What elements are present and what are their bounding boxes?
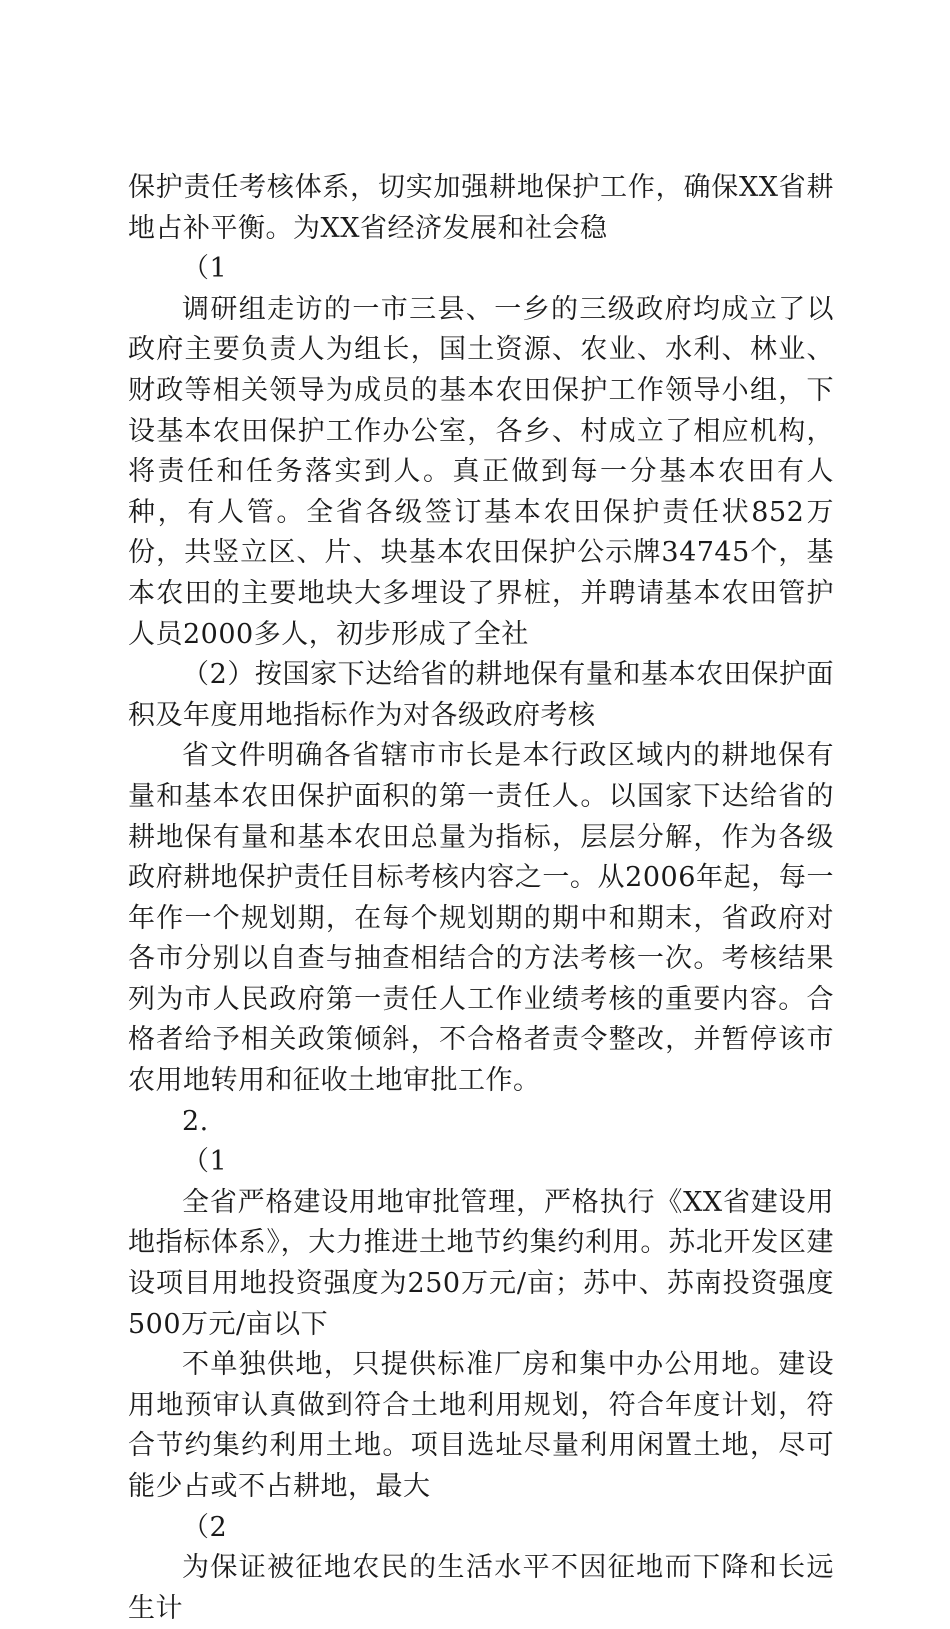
document-page	[128, 168, 834, 1629]
paragraph-2-heading: （1	[182, 253, 228, 285]
paragraph-8: 全省严格建设用地审批管理，严格执行《XX省建设用地指标体系》，大力推进土地节约集约利用。苏北开发区建设项目用地投资强度为250万元/亩；苏中、苏南投资强度500万元/亩以下	[128, 1186, 834, 1340]
paragraph-9: 不单独供地，只提供标准厂房和集中办公用地。建设用地预审认真做到符合土地利用规划，符合年度计划，符合节约集约利用土地。项目选址尽量利用闲置土地，尽可能少占或不占耕地，最大	[128, 1349, 834, 1502]
paragraph-10-heading: （2	[182, 1511, 228, 1543]
paragraph-3: 调研组走访的一市三县、一乡的三级政府均成立了以政府主要负责人为组长，国土资源、农业、水利、林业、财政等相关领导为成员的基本农田保护工作领导小组，下设基本农田保护工作办公室，各乡、村成立了相应机构，将责任和任务落实到人。真正做到每一分基本农田有人种，有人管。全省各级签订基本农田保护责任状852万份，共竖立区、片、块基本农田保护公示牌34745个，基本农田的主要地块大多埋设了界桩，并聘请基本农田管护人员2000多人，初步形成了全社	[128, 293, 834, 650]
paragraph-6-section-number: 2.	[182, 1105, 209, 1137]
paragraph-4-heading: （2）按国家下达给省的耕地保有量和基本农田保护面积及年度用地指标作为对各级政府考核	[128, 659, 834, 731]
paragraph-7-heading: （1	[182, 1146, 228, 1178]
paragraph-5: 省文件明确各省辖市市长是本行政区域内的耕地保有量和基本农田保护面积的第一责任人。以国家下达给省的耕地保有量和基本农田总量为指标，层层分解，作为各级政府耕地保护责任目标考核内容之一。从2006年起，每一年作一个规划期，在每个规划期的期中和期末，省政府对各市分别以自查与抽查相结合的方法考核一次。考核结果列为市人民政府第一责任人工作业绩考核的重要内容。合格者给予相关政策倾斜，不合格者责令整改，并暂停该市农用地转用和征收土地审批工作。	[128, 740, 834, 1097]
paragraph-11: 为保证被征地农民的生活水平不因征地而下降和长远生计	[128, 1552, 834, 1624]
paragraph-1: 保护责任考核体系，切实加强耕地保护工作，确保XX省耕地占补平衡。为XX省经济发展和社会稳	[128, 172, 834, 244]
